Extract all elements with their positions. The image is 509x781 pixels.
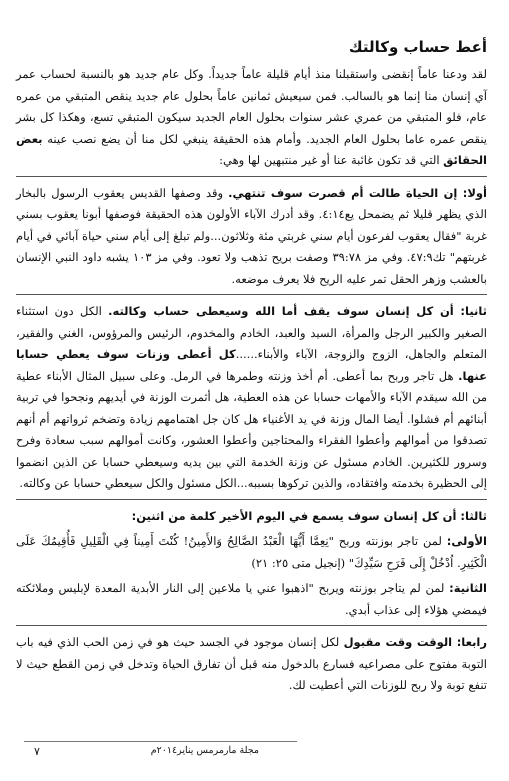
fourth-point-paragraph (16, 632, 487, 697)
third-point-first-label: الأولى: (446, 534, 487, 548)
intro-paragraph (16, 64, 487, 172)
footer-rule (24, 741, 297, 742)
second-point-bold: كل أعطى وزنات سوف يعطي حسابا عنها. (16, 347, 487, 383)
third-point-heading-paragraph (16, 506, 487, 528)
third-point-first-paragraph (16, 531, 487, 574)
second-point-text-2: هل تاجر وربح بما أعطى. أم أخذ وزنته وطمرها في الرمل. وعلى سبيل المثال الأبناء عطية من الله سيقدم الآباء والأمهات حسابا عن هذه العطية، هل أثمرت الوزنة في أيديهم ونجحوا في تربية أبنائهم أم فشلوا. أيضا المال وزنة في يد الأغنياء هل كان جل اهتمامهم زيادة وتضخم ثرواتهم أم أنهم تصدقوا من أموالهم وأعطوا الفقراء والمحتاجين وأعطوا العشور، وكانت أموالهم سبب سعادة وفرح وسرور للكثيرين. الخادم مسئول عن وزنة الخدمة التي بين يديه وسيعطي حسابا عن الذين انضموا إلى الحظيرة بخدمته وافتقاده، والذين تركوها بسببه...الكل مسئول والكل سيعطي حسابا عن وكالته. (16, 368, 487, 490)
intro-text-2: التي قد تكون غائبة عنا أو غير منتبهين لها وهي: (219, 153, 444, 167)
intro-bold: بعض الحقائق (16, 131, 487, 167)
third-point-heading: ثالثا: أن كل إنسان سوف يسمع في اليوم الأخير كلمة من اثنين: (131, 508, 487, 523)
divider (16, 625, 487, 626)
third-point-second-text: لمن لم يتاجر بوزنته ويربح "اذهبوا عني يا ملاعين إلى النار الأبدية المعدة لإبليس وملائكته فيمضي هؤلاء إلى عذاب أبدي. (16, 581, 487, 617)
second-point-heading: ثانيا: أن كل إنسان سوف يقف أما الله وسيعطى حساب وكالته. (108, 304, 487, 318)
page-number: ٧ (34, 745, 40, 758)
footer-magazine-name: مجلة مارمرمس يناير٢٠١٤م (150, 745, 259, 756)
fourth-point-heading: رابعا: الوقت وقت مقبول (343, 635, 487, 649)
second-point-text-1: الكل دون استثناء الصغير والكبير الرجل والمرأة، السيد والعبد، الخادم والمخدوم، الرئيس والمرؤوس، الغني والفقير، المتعلم والجاهل، الزوج والزوجة، الآباء والأبناء...... (16, 304, 487, 361)
third-point-second-label: الثانية: (449, 581, 487, 595)
document-page (16, 36, 487, 781)
third-point-first-text: لمن تاجر بوزنته وربح "نِعِمَّا أَيُّهَا الْعَبْدُ الصَّالِحُ وَالأَمِينُ! كُنْتَ أَمِيناً فِي الْقَلِيلِ فَأُقِيمُكَ عَلَى الْكَثِيرِ. اُدْخُلْ إِلَى فَرَحِ سَيِّدِكَ" (إنجيل متى ٢٥: ٢١) (16, 534, 487, 570)
first-point-text: وقد وصفها القديس يعقوب الرسول بالبخار الذي يظهر قليلا ثم يضمحل يع٤:١٤. وقد أدرك الآباء الأولون هذه الحقيقة فوصفها أبونا يعقوب بسني غربة "فقال يعقوب لفرعون أيام سني غربتي مئة وثلاثون...ولم تبلغ إلى أيام سني حياة آبائي في أيام غربتهم" تك٤٧:٩. وفي مز ٣٩:٧٨ وصفت بريح تذهب ولا تعود. وفي مز ١٠٣ يشبه داود النبي الإنسان بالعشب وزهر الحقل تمر عليه الريح فلا يعرف موضعه. (16, 185, 488, 286)
first-point-heading: أولا: إن الحياة طالت أم قصرت سوف تنتهي. (228, 185, 487, 200)
divider (16, 499, 487, 500)
divider (16, 294, 487, 295)
second-point-paragraph (16, 301, 487, 495)
page-title: أعط حساب وكالتك (348, 38, 487, 56)
intro-text-1: لقد ودعنا عاماً إنقضى واستقبلنا منذ أيام قليلة عاماً جديداً. وكل عام جديد هو بالنسبة لحساب عمر آي إنسان منا إنما هو بالسالب. فمن سيعيش ثمانين عاماً بحلول عام جديد ينقص المتبقي من عمره عام، فلو المتبقي من عمري عشر سنوات بحلول العام الجديد سيكون المتبقي تسع، وهكذا كل بشر ينقص عمره عاما بحلول العام الجديد. وأمام هذه الحقيقة ينبغي لكل منا أن يضع نصب عينه (16, 67, 487, 146)
fourth-point-text: لكل إنسان موجود في الجسد حيث هو في زمن الحب الذي فيه باب التوبة مفتوح على مصراعيه فسارع بالدخول منه قبل أن تفارق الحياة وتدخل في زمن القطع حيث لا تنفع توبة ولا ربح للوزنات التي أعطيت لك. (16, 635, 487, 692)
first-point-paragraph (16, 183, 487, 291)
page-footer (24, 741, 487, 759)
third-point-second-paragraph (16, 578, 487, 621)
divider (16, 176, 487, 177)
